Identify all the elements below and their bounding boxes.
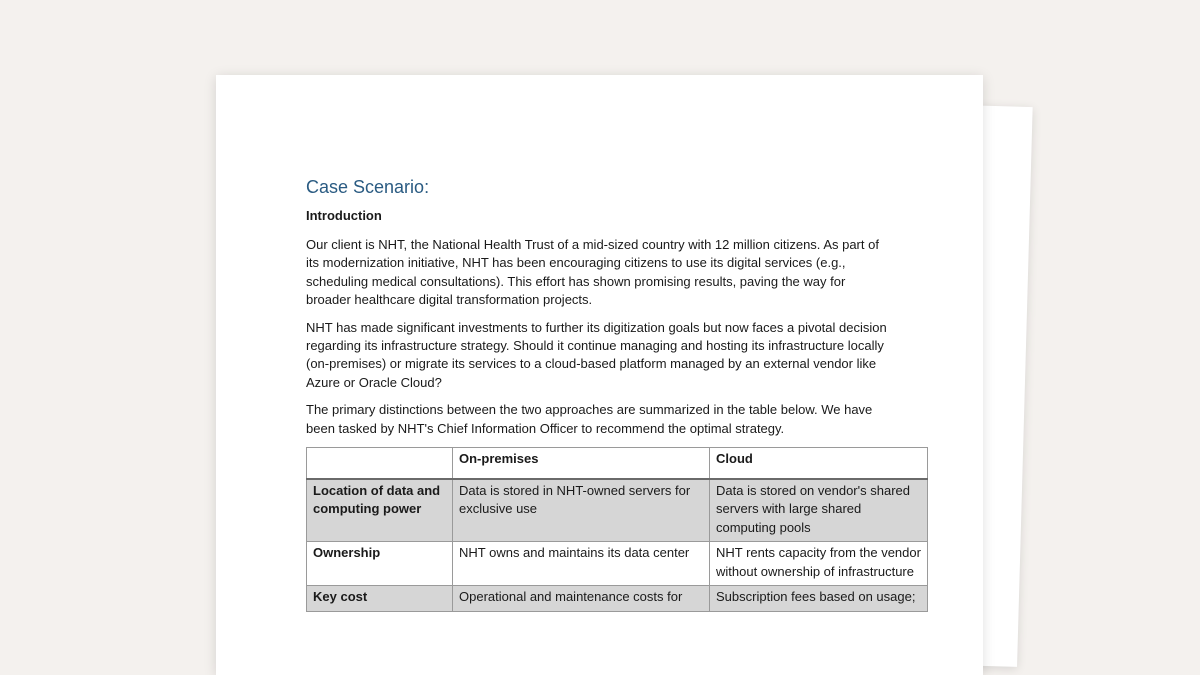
table-header-cloud: Cloud <box>710 448 928 480</box>
cell-cloud-location: Data is stored on vendor's shared servers with large shared computing pools <box>710 479 928 542</box>
table-header-on-premises: On-premises <box>453 448 710 480</box>
paragraph-decision: NHT has made significant investments to further its digitization goals but now faces a pivotal decision regarding its infrastructure strategy. Should it continue managing and hosting its infrastructure locally (on-premises) or migrate its services to a cloud-based platform managed by an external vendor like Azure or Oracle Cloud? <box>306 319 887 390</box>
document-page <box>216 75 983 675</box>
row-label-location: Location of data and computing power <box>307 479 453 542</box>
table-header-row <box>307 448 928 480</box>
cell-cloud-key-cost: Subscription fees based on usage; <box>710 586 928 611</box>
document-content <box>306 175 928 612</box>
table-row <box>307 586 928 611</box>
section-subheading: Introduction <box>306 208 382 223</box>
row-label-ownership: Ownership <box>307 542 453 586</box>
paragraph-intro: Our client is NHT, the National Health Trust of a mid-sized country with 12 million citizens. As part of its modernization initiative, NHT has been encouraging citizens to use its digital services (e.g., scheduling medical consultations). This effort has shown promising results, paving the way for broader healthcare digital transformation projects. <box>306 237 879 308</box>
cell-on-premises-location: Data is stored in NHT-owned servers for exclusive use <box>453 479 710 542</box>
cell-on-premises-key-cost: Operational and maintenance costs for <box>453 586 710 611</box>
table-row <box>307 479 928 542</box>
table-header-empty <box>307 448 453 480</box>
cell-cloud-ownership: NHT rents capacity from the vendor without ownership of infrastructure <box>710 542 928 586</box>
comparison-table <box>306 447 928 611</box>
row-label-key-cost: Key cost <box>307 586 453 611</box>
paragraph-summary: The primary distinctions between the two approaches are summarized in the table below. We have been tasked by NHT's Chief Information Officer to recommend the optimal strategy. <box>306 402 873 436</box>
table-row <box>307 542 928 586</box>
cell-on-premises-ownership: NHT owns and maintains its data center <box>453 542 710 586</box>
document-heading: Case Scenario: <box>306 177 430 197</box>
